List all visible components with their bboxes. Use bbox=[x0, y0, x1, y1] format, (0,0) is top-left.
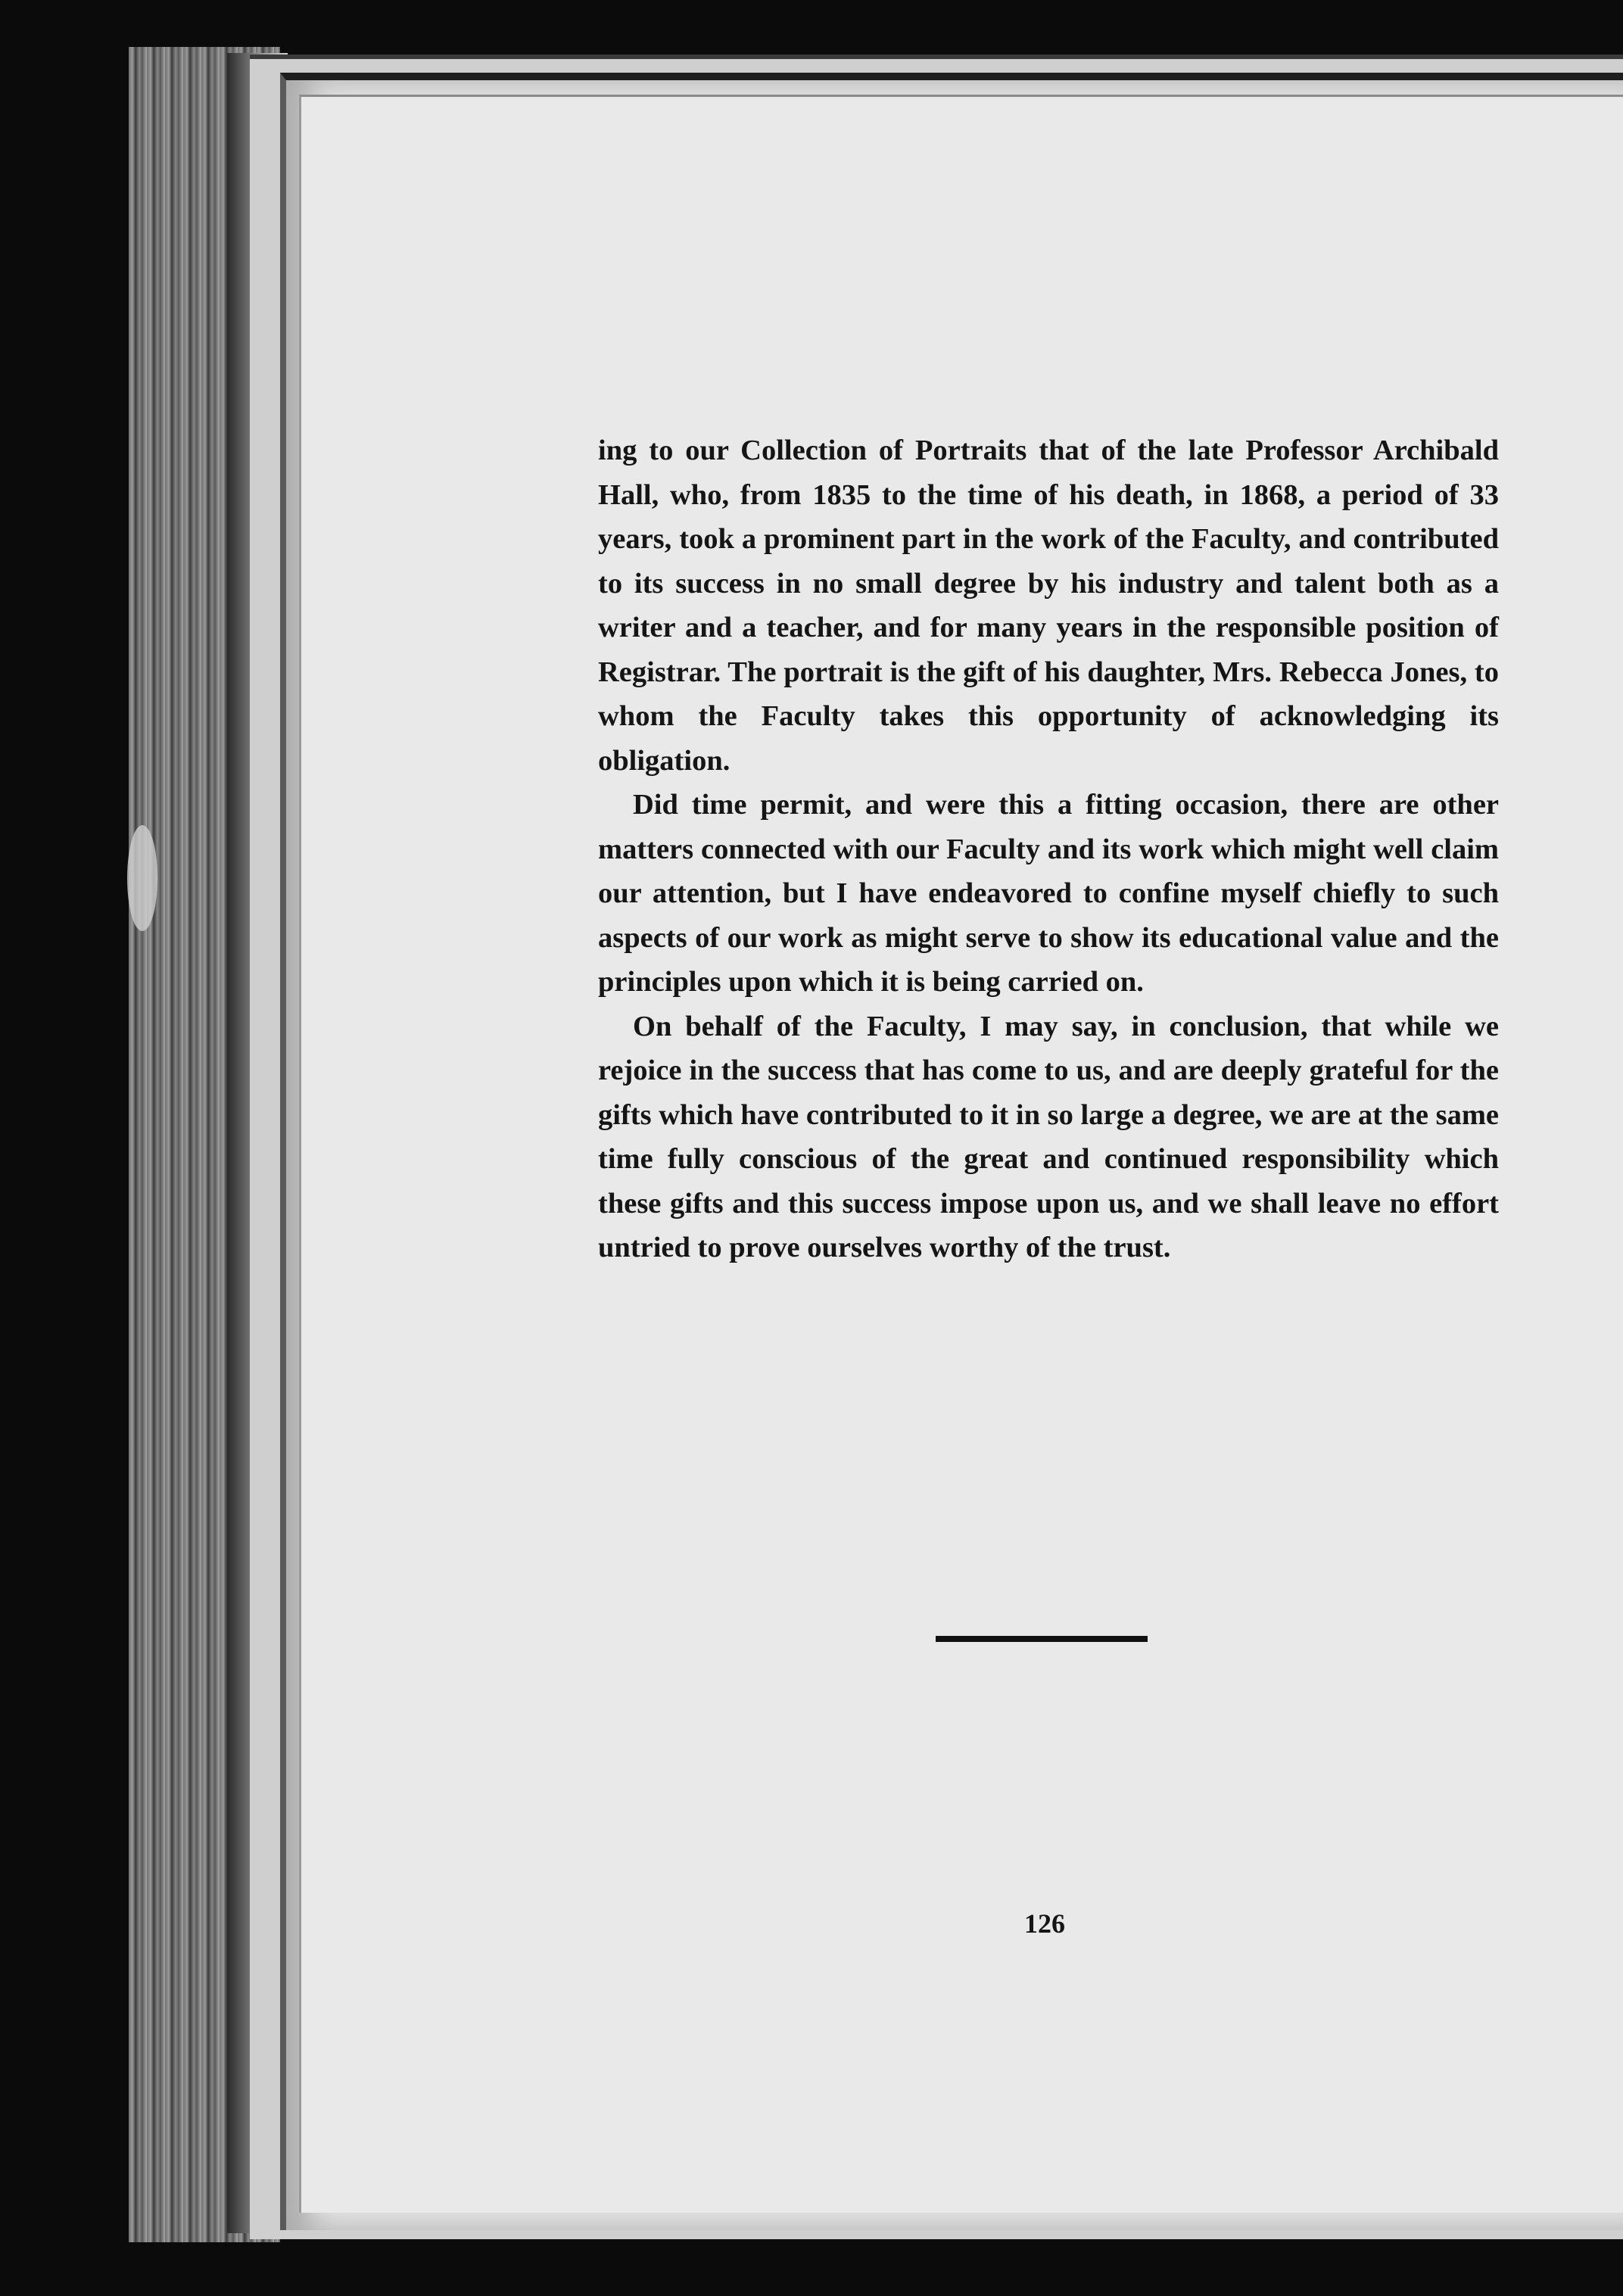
section-divider-rule bbox=[936, 1636, 1148, 1642]
paragraph-1: ing to our Collection of Portraits that of the late Professor Archibald Hall, who, from 1835 to the time of his death, in 1868, a period of 33 years, took a prominent part in the work of the Faculty, and contributed to its success in no small degree by his industry and talent both as a writer and a teacher, and for many years in the responsible position of Registrar. The portrait is the gift of his daughter, Mrs. Rebecca Jones, to whom the Faculty takes this opportunity of acknowledging its obligation. bbox=[598, 435, 1499, 777]
paragraph-3: On behalf of the Faculty, I may say, in conclusion, that while we rejoice in the success that has come to us, and are deeply grateful for the gifts which have contributed to it in so large a degree, we are at the same time fully conscious of the great and continued responsibility which these gifts and this success impose upon us, and we shall leave no effort untried to prove ourselves worthy of the trust. bbox=[598, 1010, 1499, 1263]
page-number: 126 bbox=[1024, 1908, 1065, 1939]
body-text bbox=[598, 428, 1499, 1270]
paragraph-2: Did time permit, and were this a fitting occasion, there are other matters connected with our Faculty and its work which might well claim our attention, but I have endeavored to confine myself chiefly to such aspects of our work as might serve to show its educational value and the principles upon which it is being carried on. bbox=[598, 789, 1499, 998]
page-blemish bbox=[127, 825, 157, 931]
